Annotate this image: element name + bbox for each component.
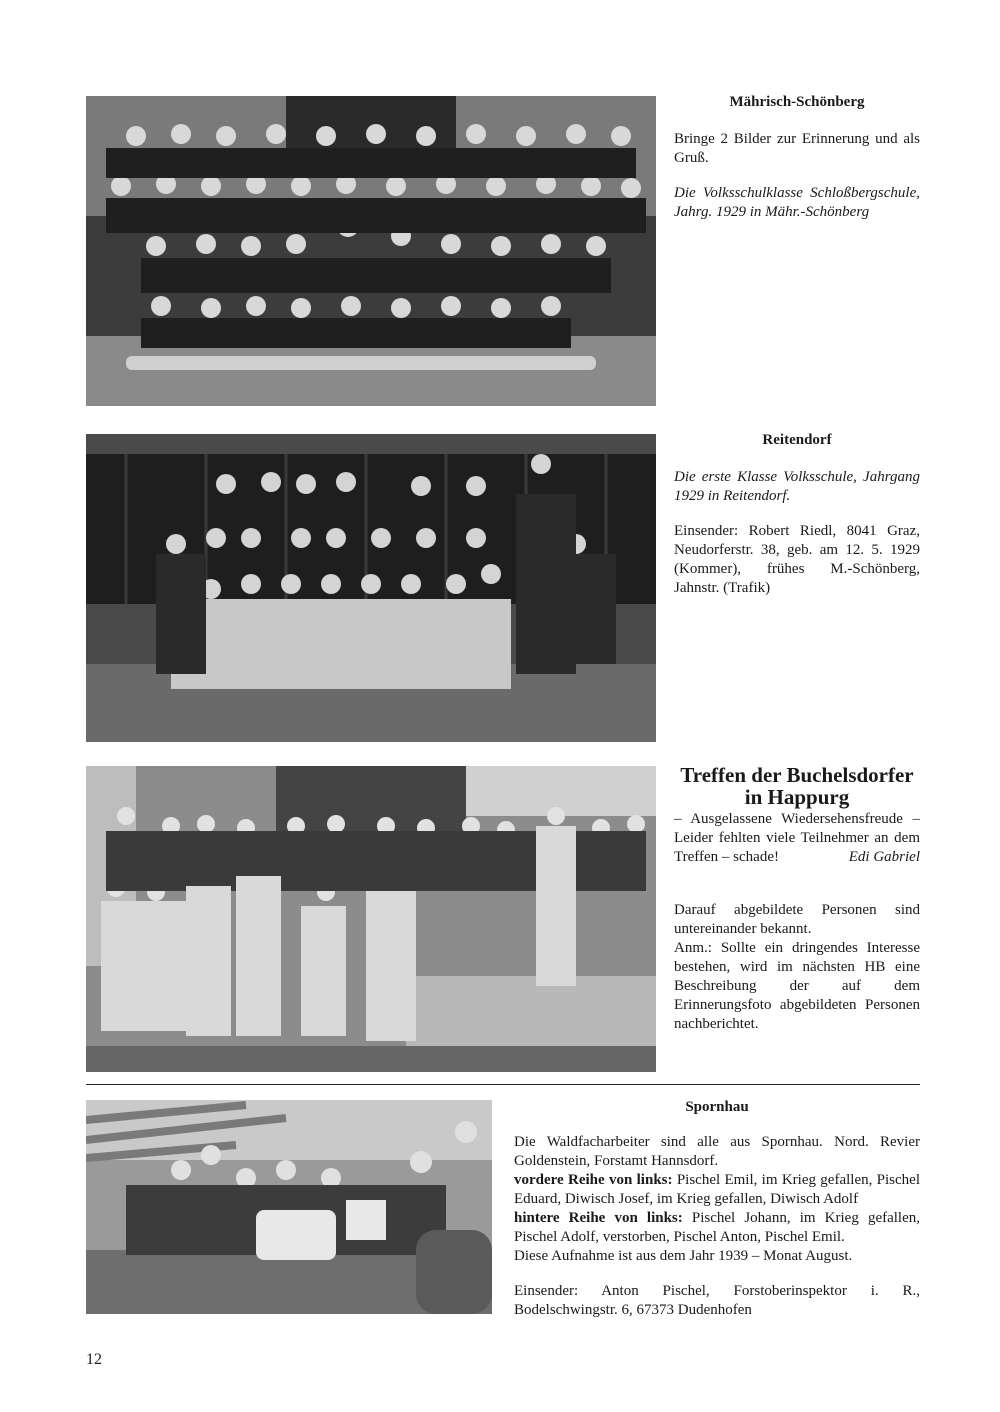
text-intro: – Ausgelassene Wiedersehensfreude – Leider fehlten viele Teilnehmer an dem Treffen – schade! [674,811,920,865]
page-number: 12 [86,1351,102,1368]
text-vordere-reihe [514,1171,920,1209]
heading-maehrisch-schoenberg: Mährisch-Schönberg [729,94,865,110]
text-waldfacharbeiter: Die Waldfacharbeiter sind alle aus Spornhau. Nord. Revier Goldenstein, Forstamt Hannsdorf. [514,1134,920,1169]
text-einsender-pischel: Einsender: Anton Pischel, Forstoberinspektor i. R., Bodelschwingstr. 6, 67373 Dudenhofen [514,1283,920,1318]
text-bringe-bilder: Bringe 2 Bilder zur Erinnerung und als Gruß. [674,131,920,166]
caption-erste-klasse: Die erste Klasse Volksschule, Jahrgang 1929 in Reitendorf. [674,469,920,504]
names-vordere-reihe: Pischel Emil, im Krieg gefallen, Pischel Eduard, Diwisch Josef, im Krieg gefallen, Diwisch Adolf [514,1172,920,1207]
section-divider [86,1084,920,1085]
section-buchelsdorfer [674,764,920,1050]
section-spornhau [514,1098,920,1336]
text-anmerkung: Anm.: Sollte ein dringendes Interesse bestehen, wird im nächsten HB eine Beschreibung der auf dem Erinnerungsfoto abgebildeten Personen nachberichtet. [674,940,920,1032]
text-personen-bekannt: Darauf abgebildete Personen sind untereinander bekannt. [674,902,920,937]
text-einsender-riedl: Einsender: Robert Riedl, 8041 Graz, Neudorferstr. 38, geb. am 12. 5. 1929 (Kommer), frühes M.-Schönberg, Jahnstr. (Trafik) [674,523,920,596]
section-reitendorf [674,431,920,614]
photo-class-reitendorf [86,434,656,742]
label-vordere-reihe: vordere Reihe von links: [514,1172,673,1188]
photo-class-maehrisch-schoenberg [86,96,656,406]
text-hintere-reihe [514,1209,920,1247]
heading-reitendorf: Reitendorf [762,432,832,448]
author-name: Edi Gabriel [848,849,920,865]
names-hintere-reihe: Pischel Johann, im Krieg gefallen, Pischel Adolf, verstorben, Pischel Anton, Pischel Emil. [514,1210,920,1245]
label-hintere-reihe: hintere Reihe von links: [514,1210,683,1226]
section-maehrisch-schoenberg [674,93,920,238]
photo-treffen-buchelsdorfer [86,766,656,1072]
text-wiedersehensfreude [674,810,920,867]
heading-treffen-buchelsdorfer: Treffen der Buchelsdorfer in Happurg [680,763,914,809]
photo-waldfacharbeiter-spornhau [86,1100,492,1314]
caption-volksschulklasse: Die Volksschulklasse Schloßbergschule, Jahrg. 1929 in Mähr.-Schönberg [674,185,920,220]
heading-spornhau: Spornhau [685,1099,749,1115]
text-aufnahme-datum: Diese Aufnahme ist aus dem Jahr 1939 – Monat August. [514,1248,853,1264]
